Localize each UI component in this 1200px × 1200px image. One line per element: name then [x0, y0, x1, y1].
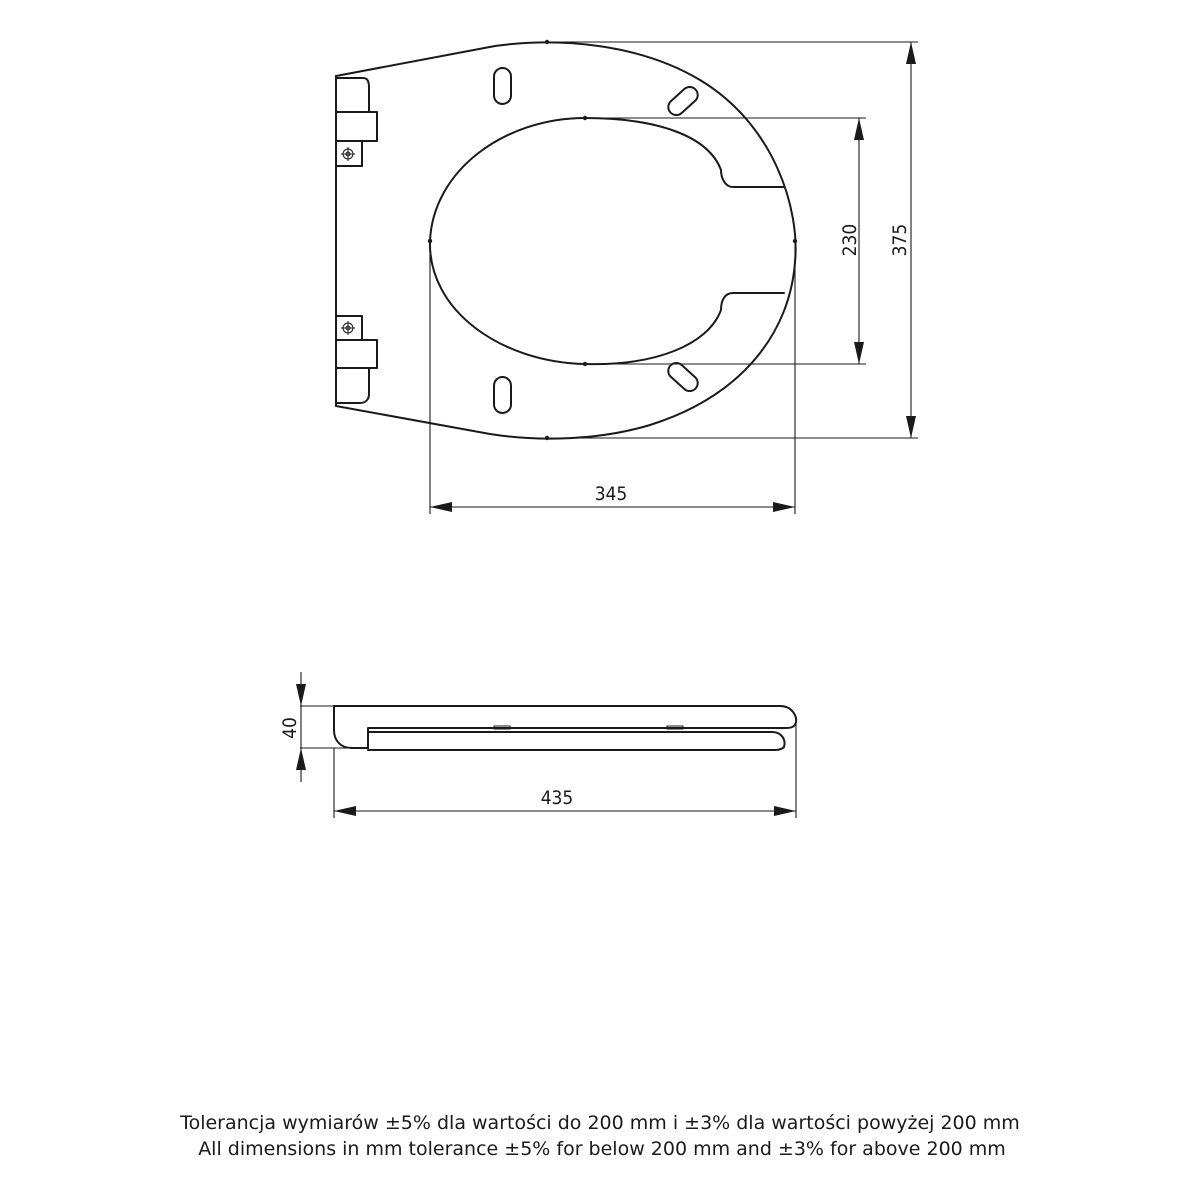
dimension-inner-height — [839, 118, 864, 364]
seat-lid-profile — [334, 706, 796, 748]
dimension-length — [334, 787, 796, 816]
dimension-thickness-label: 40 — [279, 717, 301, 739]
tolerance-note-english: All dimensions in mm tolerance ±5% for below 200 mm and ±3% for above 200 mm — [198, 1138, 1006, 1160]
top-view — [336, 40, 918, 514]
seat-outer-outline — [336, 42, 796, 438]
dimension-length-label: 435 — [540, 787, 574, 809]
hinge-bolt-icon — [341, 321, 355, 335]
dimension-width-label: 345 — [594, 483, 628, 505]
dimension-thickness — [279, 672, 306, 782]
tolerance-note-polish: Tolerancja wymiarów ±5% dla wartości do 200 mm i ±3% dla wartości powyżej 200 mm — [180, 1112, 1020, 1134]
tolerance-notes — [0, 1110, 1200, 1162]
seat-ring-profile — [368, 732, 785, 750]
seat-inner-opening — [430, 118, 784, 364]
hinge-bolt-icon — [341, 147, 355, 161]
buffer-slot — [494, 68, 511, 104]
dimension-outer-height-label: 375 — [889, 223, 911, 257]
buffer-slot — [665, 360, 701, 395]
hinge-back-plate — [336, 76, 377, 406]
dimension-inner-height-label: 230 — [839, 223, 861, 257]
buffer-slot — [665, 84, 701, 119]
dimension-outer-height — [889, 42, 916, 438]
dimension-width — [430, 483, 795, 512]
side-view — [279, 672, 796, 818]
buffer-slot — [494, 377, 511, 413]
